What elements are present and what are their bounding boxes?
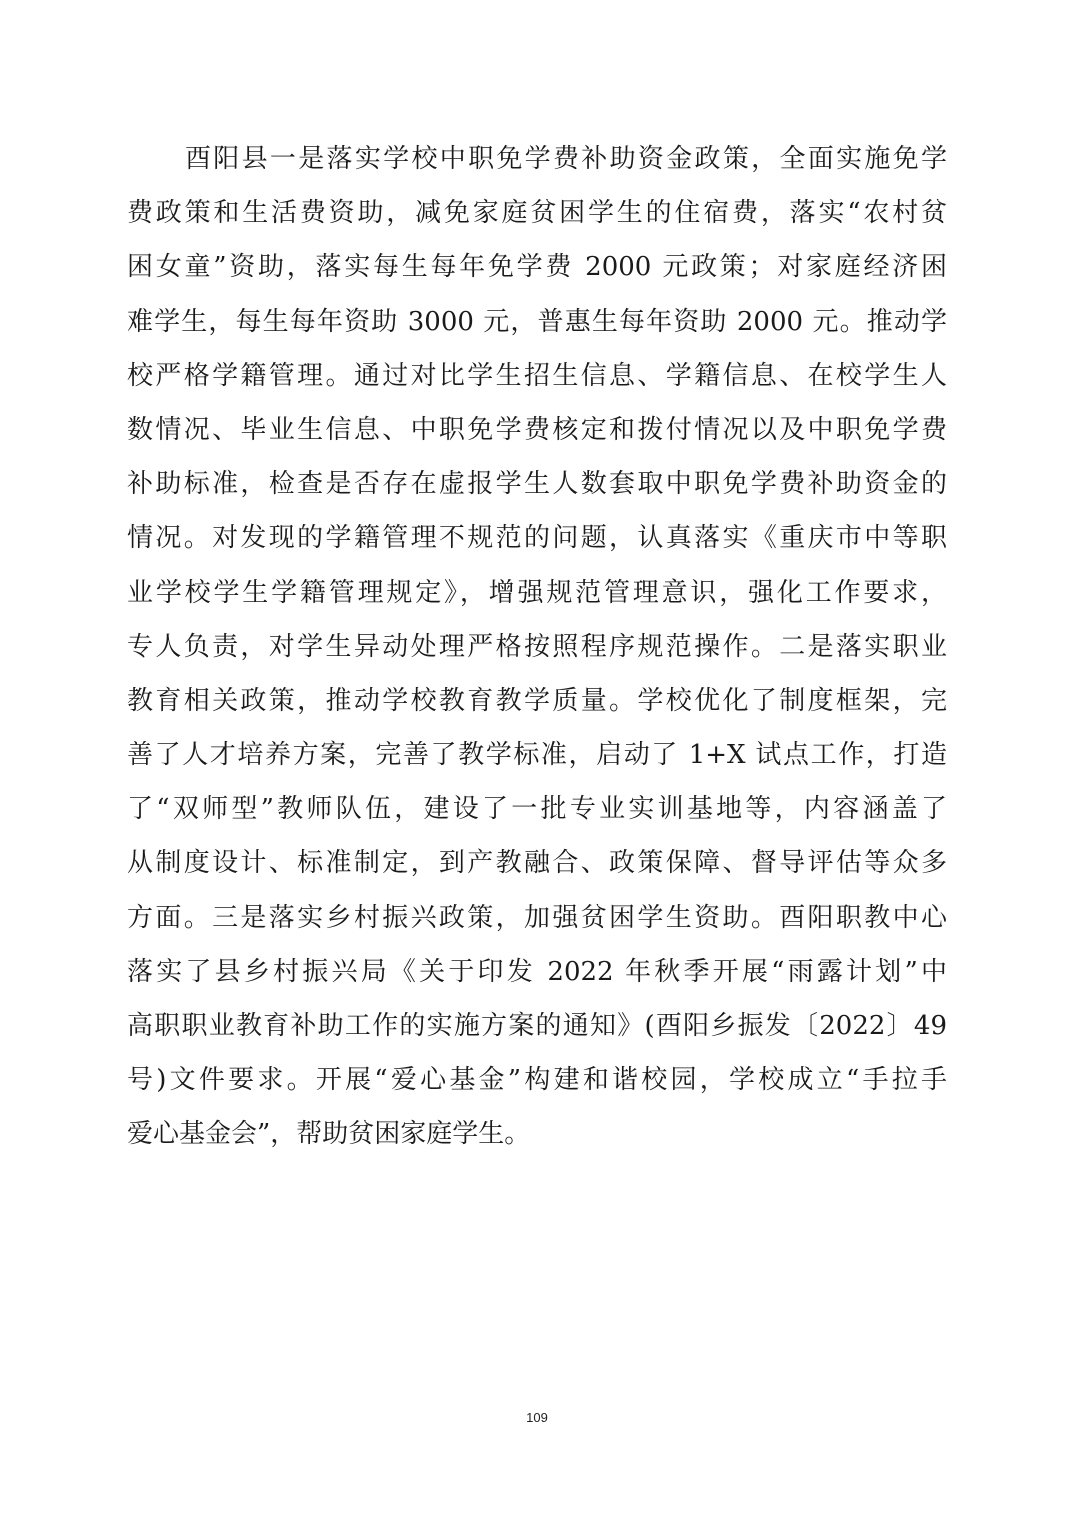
- paragraph-line: 费政策和生活费资助，减免家庭贫困学生的住宿费，落实“农村贫: [127, 198, 947, 229]
- paragraph-line: 高职职业教育补助工作的实施方案的通知》(酉阳乡振发〔2022〕49: [127, 1011, 947, 1041]
- paragraph-line: 数情况、毕业生信息、中职免学费核定和拨付情况以及中职免学费: [127, 414, 947, 445]
- paragraph-line: 酉阳县一是落实学校中职免学费补助资金政策，全面实施免学: [185, 144, 947, 174]
- paragraph-line: 业学校学生学籍管理规定》，增强规范管理意识，强化工作要求，: [127, 577, 947, 608]
- paragraph-line: 补助标准，检查是否存在虚报学生人数套取中职免学费补助资金的: [127, 469, 947, 500]
- paragraph-line: 方面。三是落实乡村振兴政策，加强贫困学生资助。酉阳职教中心: [127, 902, 947, 933]
- paragraph-line: 从制度设计、标准制定，到产教融合、政策保障、督导评估等众多: [127, 848, 947, 879]
- paragraph-line: 号)文件要求。开展“爱心基金”构建和谐校园，学校成立“手拉手: [127, 1065, 947, 1096]
- page-number: 109: [526, 1410, 548, 1425]
- paragraph-line: 善了人才培养方案，完善了教学标准，启动了 1+X 试点工作，打造: [127, 740, 947, 771]
- body-paragraph: [127, 132, 947, 1162]
- paragraph-line: 了“双师型”教师队伍，建设了一批专业实训基地等，内容涵盖了: [127, 794, 947, 825]
- paragraph-line: 情况。对发现的学籍管理不规范的问题，认真落实《重庆市中等职: [127, 523, 947, 554]
- paragraph-line: 校严格学籍管理。通过对比学生招生信息、学籍信息、在校学生人: [127, 360, 947, 391]
- paragraph-line: 难学生，每生每年资助 3000 元，普惠生每年资助 2000 元。推动学: [127, 306, 947, 337]
- paragraph-line: 教育相关政策，推动学校教育教学质量。学校优化了制度框架，完: [127, 685, 947, 716]
- paragraph-line: 困女童”资助，落实每生每年免学费 2000 元政策；对家庭经济困: [127, 252, 947, 283]
- paragraph-line: 爱心基金会”，帮助贫困家庭学生。: [127, 1119, 531, 1150]
- paragraph-line: 落实了县乡村振兴局《关于印发 2022 年秋季开展“雨露计划”中: [127, 956, 947, 987]
- paragraph-line: 专人负责，对学生异动处理严格按照程序规范操作。二是落实职业: [127, 631, 947, 662]
